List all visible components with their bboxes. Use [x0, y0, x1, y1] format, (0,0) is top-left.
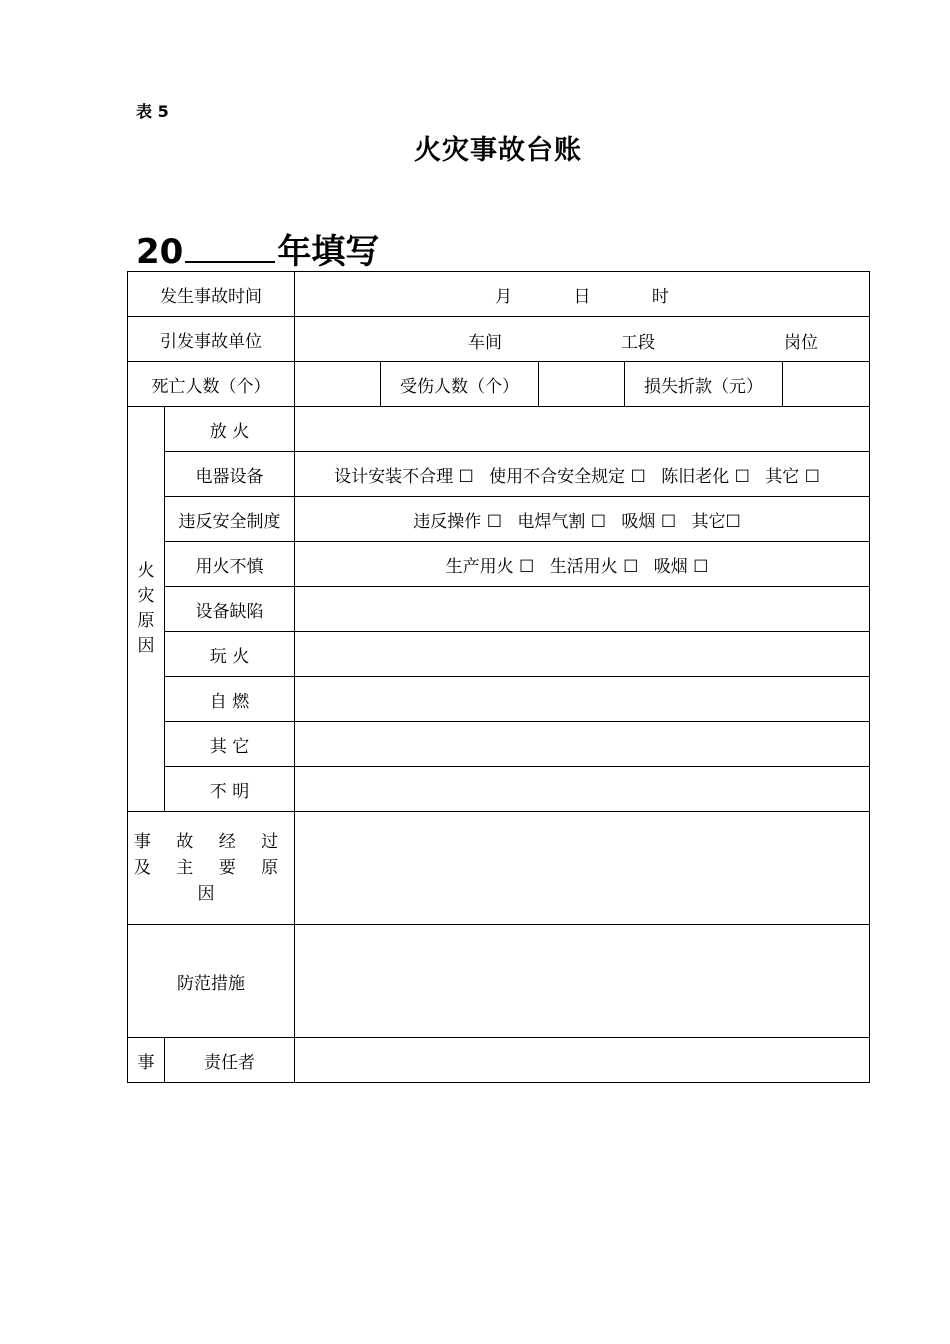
field-deaths[interactable]: [295, 362, 381, 407]
checkbox-domestic-fire[interactable]: 生活用火 ☐: [549, 556, 639, 577]
year-prefix: 20: [136, 232, 184, 272]
checkbox-careless-smoking[interactable]: 吸烟 ☐: [653, 556, 709, 577]
checkbox-violation-other[interactable]: 其它☐: [691, 511, 741, 532]
label-equipment-defect: 设备缺陷: [165, 587, 295, 632]
field-violation-options: [295, 497, 870, 542]
field-loss[interactable]: [783, 362, 870, 407]
field-accident-process[interactable]: [295, 812, 870, 925]
row-cause-careless: [128, 542, 870, 587]
label-injured: 受伤人数（个）: [381, 362, 539, 407]
row-cause-unknown: [128, 767, 870, 812]
row-cause-electrical: [128, 452, 870, 497]
row-cause-arson: [128, 407, 870, 452]
row-cause-spontaneous: [128, 677, 870, 722]
section-label: 工段: [621, 333, 655, 353]
checkbox-production-fire[interactable]: 生产用火 ☐: [445, 556, 535, 577]
label-cause-unknown: 不 明: [165, 767, 295, 812]
checkbox-smoking[interactable]: 吸烟 ☐: [621, 511, 677, 532]
row-casualties: [128, 362, 870, 407]
row-accident-time: [128, 272, 870, 317]
field-accident-time[interactable]: [295, 272, 870, 317]
checkbox-operation-violation[interactable]: 违反操作 ☐: [413, 511, 502, 532]
label-responsible-unit: 引发事故单位: [128, 317, 295, 362]
row-responsible-unit: [128, 317, 870, 362]
label-prevention-measures: 防范措施: [128, 925, 295, 1038]
workshop-label: 车间: [468, 333, 502, 353]
checkbox-aging[interactable]: 陈旧老化 ☐: [661, 466, 750, 487]
field-injured[interactable]: [539, 362, 625, 407]
hour-label: 时: [651, 286, 669, 307]
field-responsible-person[interactable]: [295, 1038, 870, 1083]
row-accident-process: [128, 812, 870, 925]
field-cause-other[interactable]: [295, 722, 870, 767]
field-responsible-unit[interactable]: [295, 317, 870, 362]
table-number: 表 5: [136, 102, 169, 121]
checkbox-welding-cutting[interactable]: 电焊气割 ☐: [517, 511, 607, 532]
field-equipment-defect[interactable]: [295, 587, 870, 632]
field-arson[interactable]: [295, 407, 870, 452]
label-spontaneous-combustion: 自 燃: [165, 677, 295, 722]
label-playing-with-fire: 玩 火: [165, 632, 295, 677]
document-title: 火灾事故台账: [414, 135, 582, 166]
row-cause-other: [128, 722, 870, 767]
checkbox-design-installation[interactable]: 设计安装不合理 ☐: [334, 466, 474, 487]
post-label: 岗位: [784, 333, 818, 353]
row-cause-play: [128, 632, 870, 677]
field-playing-with-fire[interactable]: [295, 632, 870, 677]
label-safety-violation: 违反安全制度: [165, 497, 295, 542]
row-prevention: [128, 925, 870, 1038]
label-responsible-person: 责任者: [165, 1038, 295, 1083]
fire-accident-ledger-table: [127, 271, 870, 1083]
label-deaths: 死亡人数（个）: [128, 362, 295, 407]
row-cause-violation: [128, 497, 870, 542]
label-responsible-group: 事: [128, 1038, 165, 1083]
checkbox-improper-use[interactable]: 使用不合安全规定 ☐: [489, 466, 646, 487]
row-cause-defect: [128, 587, 870, 632]
field-electrical-options: [295, 452, 870, 497]
label-careless-fire-use: 用火不慎: [165, 542, 295, 587]
year-blank-field[interactable]: [185, 231, 275, 263]
field-prevention-measures[interactable]: [295, 925, 870, 1038]
field-spontaneous-combustion[interactable]: [295, 677, 870, 722]
label-accident-process: 事 故 经 过 及 主 要 原 因: [128, 812, 295, 925]
label-arson: 放 火: [165, 407, 295, 452]
label-loss: 损失折款（元）: [625, 362, 783, 407]
field-cause-unknown[interactable]: [295, 767, 870, 812]
label-fire-cause-group: 火 灾 原 因: [128, 407, 165, 812]
checkbox-electrical-other[interactable]: 其它 ☐: [765, 466, 820, 487]
row-responsible-person: [128, 1038, 870, 1083]
month-label: 月: [495, 286, 513, 307]
day-label: 日: [573, 286, 591, 307]
year-fill-line: [136, 224, 379, 273]
field-careless-options: [295, 542, 870, 587]
label-cause-other: 其 它: [165, 722, 295, 767]
label-electrical-equipment: 电器设备: [165, 452, 295, 497]
label-accident-time: 发生事故时间: [128, 272, 295, 317]
year-suffix: 年填写: [277, 232, 380, 272]
